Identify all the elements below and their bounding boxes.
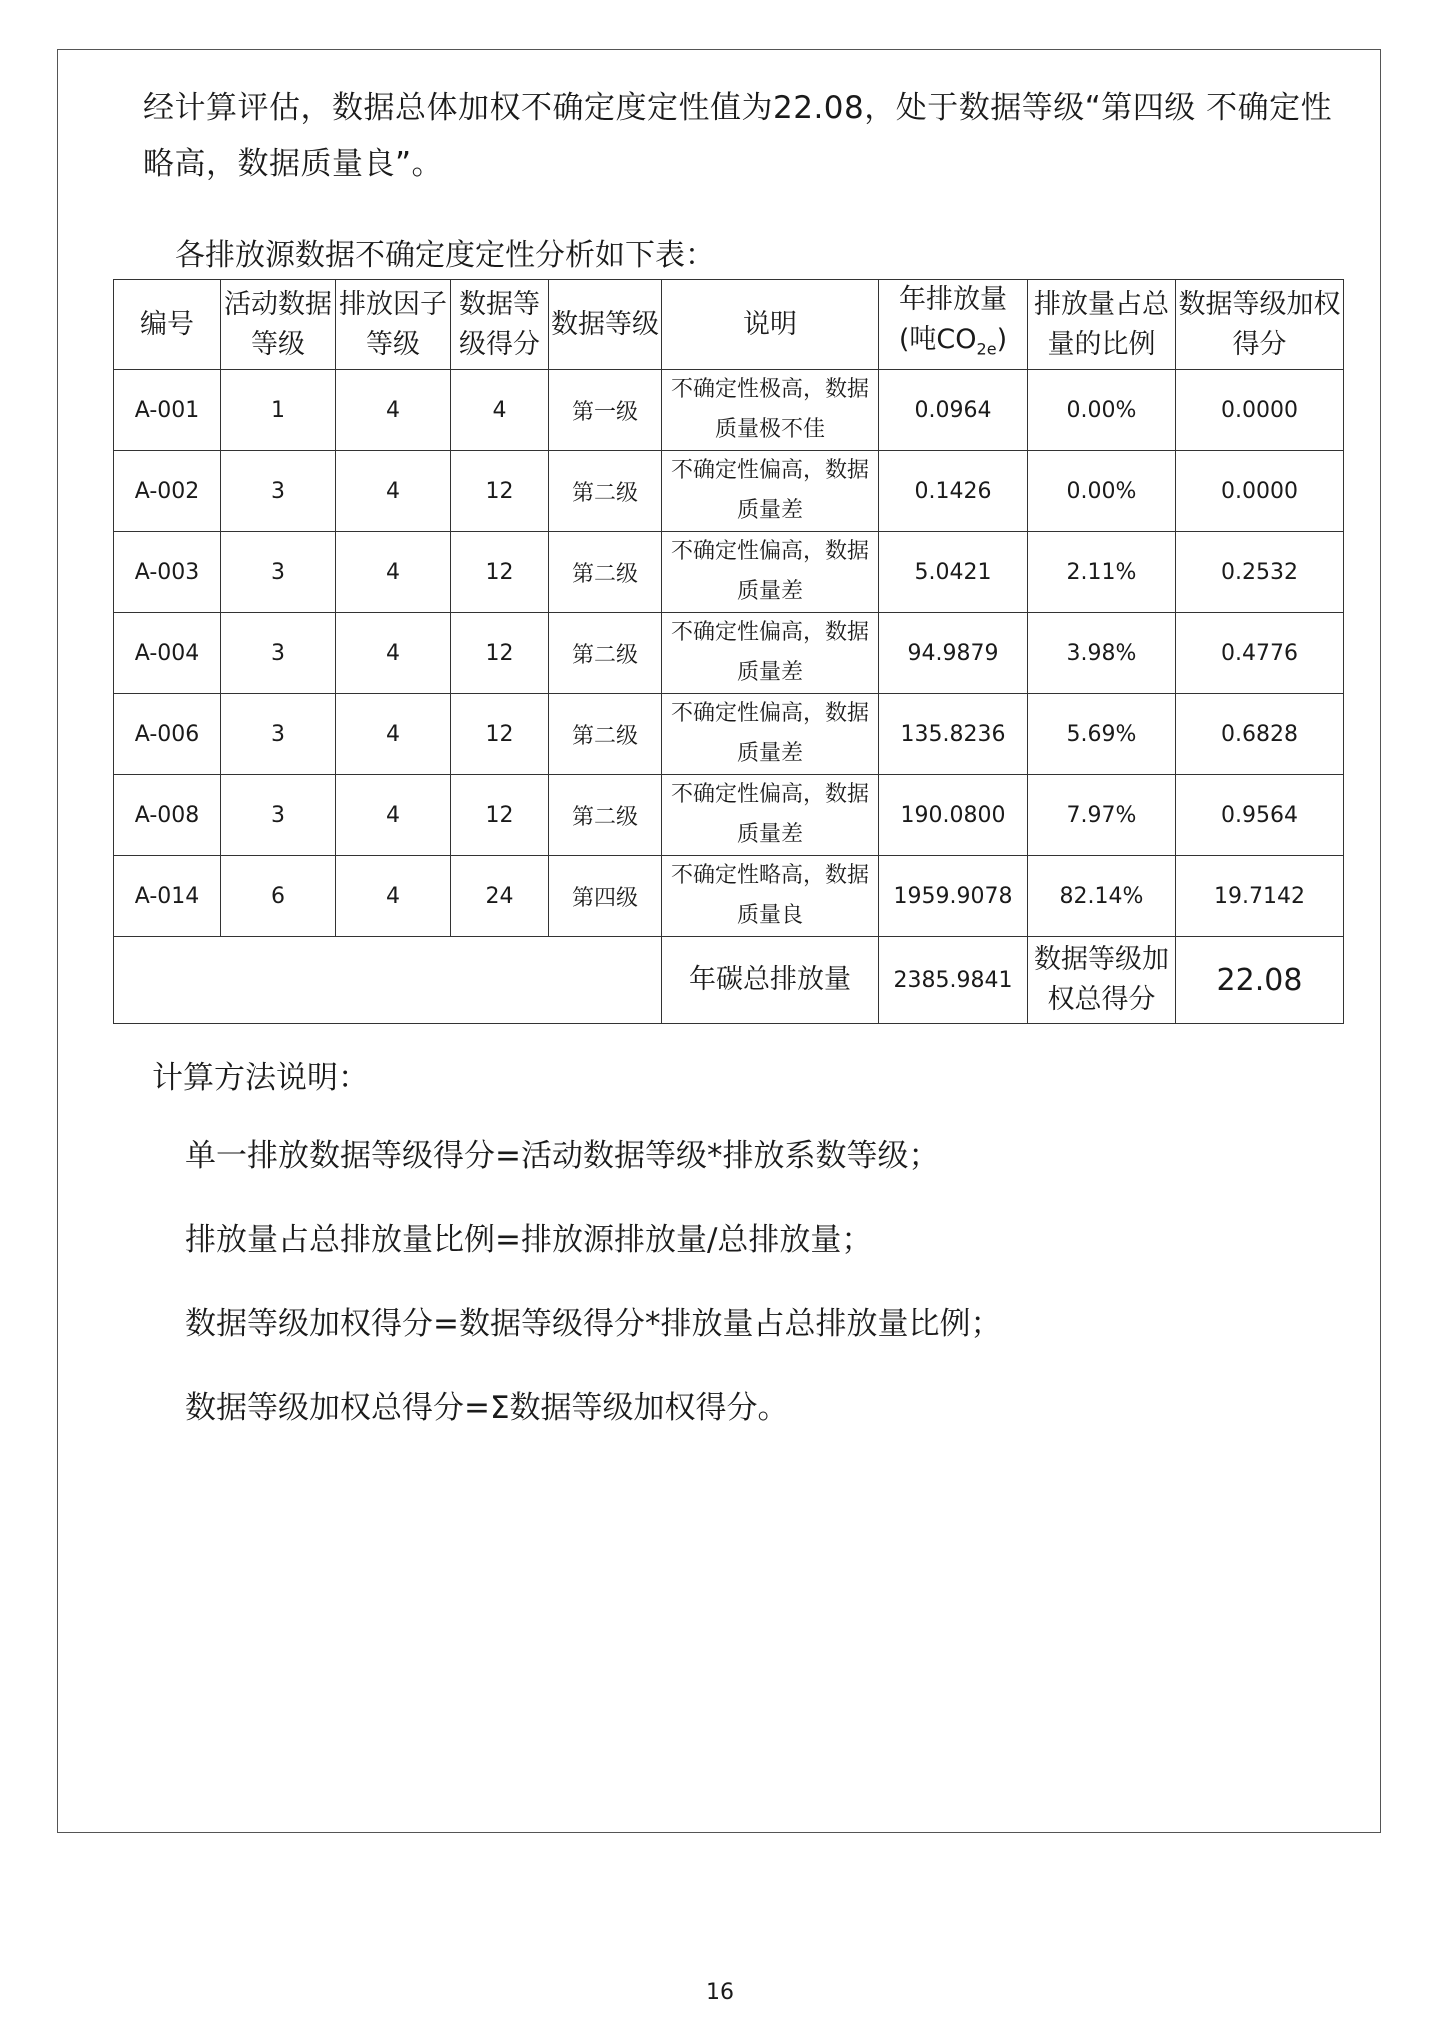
cell-description: 不确定性偏高，数据质量差 [662, 775, 879, 856]
cell-score: 12 [451, 613, 549, 694]
header-emission [879, 280, 1028, 370]
cell-score: 12 [451, 694, 549, 775]
header-factor-level: 排放因子等级 [336, 280, 451, 370]
cell-weighted: 0.4776 [1176, 613, 1344, 694]
cell-ratio: 5.69% [1028, 694, 1176, 775]
cell-id: A-002 [114, 451, 221, 532]
cell-id: A-008 [114, 775, 221, 856]
cell-grade: 第二级 [549, 451, 662, 532]
weighted-total-value: 22.08 [1176, 937, 1344, 1024]
cell-id: A-004 [114, 613, 221, 694]
cell-description: 不确定性偏高，数据质量差 [662, 694, 879, 775]
note-item: 数据等级加权总得分=Σ数据等级加权得分。 [185, 1390, 789, 1426]
cell-weighted: 0.0000 [1176, 370, 1344, 451]
header-activity-level: 活动数据等级 [221, 280, 336, 370]
footer-empty-cell [114, 937, 662, 1024]
cell-factor: 4 [336, 694, 451, 775]
cell-ratio: 82.14% [1028, 856, 1176, 937]
cell-emission: 190.0800 [879, 775, 1028, 856]
header-description: 说明 [662, 280, 879, 370]
cell-weighted: 0.9564 [1176, 775, 1344, 856]
cell-ratio: 0.00% [1028, 370, 1176, 451]
cell-activity: 3 [221, 613, 336, 694]
cell-activity: 3 [221, 532, 336, 613]
cell-factor: 4 [336, 775, 451, 856]
table-row [114, 775, 1344, 856]
cell-grade: 第一级 [549, 370, 662, 451]
cell-description: 不确定性偏高，数据质量差 [662, 451, 879, 532]
cell-score: 12 [451, 775, 549, 856]
cell-emission: 0.1426 [879, 451, 1028, 532]
cell-weighted: 19.7142 [1176, 856, 1344, 937]
cell-activity: 3 [221, 694, 336, 775]
cell-emission: 1959.9078 [879, 856, 1028, 937]
cell-emission: 0.0964 [879, 370, 1028, 451]
header-id: 编号 [114, 280, 221, 370]
cell-emission: 135.8236 [879, 694, 1028, 775]
cell-grade: 第二级 [549, 532, 662, 613]
cell-factor: 4 [336, 613, 451, 694]
table-row [114, 532, 1344, 613]
header-emission-suffix: ) [996, 324, 1008, 355]
header-score: 数据等级得分 [451, 280, 549, 370]
table-caption: 各排放源数据不确定度定性分析如下表： [175, 238, 715, 273]
table-footer-row [114, 937, 1344, 1024]
cell-factor: 4 [336, 370, 451, 451]
page-number: 16 [706, 1980, 734, 2005]
header-ratio: 排放量占总量的比例 [1028, 280, 1176, 370]
cell-id: A-003 [114, 532, 221, 613]
intro-paragraph: 经计算评估，数据总体加权不确定度定性值为22.08，处于数据等级“第四级 不确定性略高，数据质量良”。 [143, 90, 1333, 182]
cell-grade: 第二级 [549, 613, 662, 694]
cell-grade: 第四级 [549, 856, 662, 937]
cell-activity: 6 [221, 856, 336, 937]
table-row [114, 370, 1344, 451]
cell-activity: 3 [221, 451, 336, 532]
cell-factor: 4 [336, 532, 451, 613]
cell-ratio: 0.00% [1028, 451, 1176, 532]
table-row [114, 856, 1344, 937]
cell-emission: 5.0421 [879, 532, 1028, 613]
header-emission-prefix: 年排放量(吨CO [898, 284, 1007, 355]
cell-grade: 第二级 [549, 775, 662, 856]
total-emission-value: 2385.9841 [879, 937, 1028, 1024]
weighted-total-label: 数据等级加权总得分 [1028, 937, 1176, 1024]
cell-score: 12 [451, 451, 549, 532]
cell-ratio: 3.98% [1028, 613, 1176, 694]
cell-factor: 4 [336, 856, 451, 937]
cell-score: 4 [451, 370, 549, 451]
cell-description: 不确定性偏高，数据质量差 [662, 532, 879, 613]
cell-score: 24 [451, 856, 549, 937]
cell-id: A-014 [114, 856, 221, 937]
cell-activity: 3 [221, 775, 336, 856]
cell-ratio: 7.97% [1028, 775, 1176, 856]
cell-grade: 第二级 [549, 694, 662, 775]
table-row [114, 613, 1344, 694]
cell-factor: 4 [336, 451, 451, 532]
notes-title: 计算方法说明： [152, 1060, 369, 1096]
cell-activity: 1 [221, 370, 336, 451]
table-row [114, 694, 1344, 775]
header-weighted: 数据等级加权得分 [1176, 280, 1344, 370]
uncertainty-table [113, 279, 1344, 1024]
cell-weighted: 0.0000 [1176, 451, 1344, 532]
header-emission-sub: 2e [976, 339, 997, 359]
note-item: 单一排放数据等级得分=活动数据等级*排放系数等级； [185, 1138, 940, 1174]
note-item: 数据等级加权得分=数据等级得分*排放量占总排放量比例； [185, 1306, 1002, 1342]
cell-description: 不确定性偏高，数据质量差 [662, 613, 879, 694]
cell-weighted: 0.6828 [1176, 694, 1344, 775]
cell-id: A-006 [114, 694, 221, 775]
header-grade: 数据等级 [549, 280, 662, 370]
total-emission-label: 年碳总排放量 [662, 937, 879, 1024]
cell-id: A-001 [114, 370, 221, 451]
cell-emission: 94.9879 [879, 613, 1028, 694]
cell-ratio: 2.11% [1028, 532, 1176, 613]
table-header-row [114, 280, 1344, 370]
cell-score: 12 [451, 532, 549, 613]
note-item: 排放量占总排放量比例=排放源排放量/总排放量； [185, 1222, 873, 1258]
cell-weighted: 0.2532 [1176, 532, 1344, 613]
cell-description: 不确定性略高，数据质量良 [662, 856, 879, 937]
cell-description: 不确定性极高，数据质量极不佳 [662, 370, 879, 451]
table-row [114, 451, 1344, 532]
